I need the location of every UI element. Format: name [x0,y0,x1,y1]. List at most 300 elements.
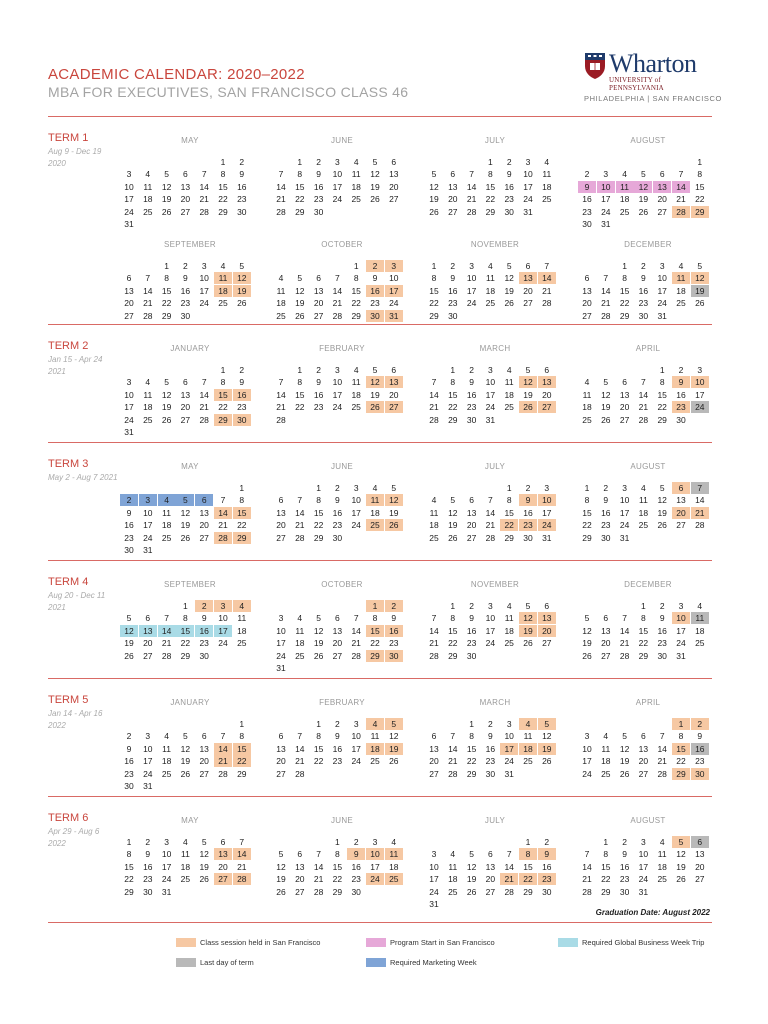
day-cell: 8 [469,731,474,742]
day-cell: 19 [124,638,134,649]
day-cell: 13 [429,743,439,754]
day-cell: 7 [469,169,474,180]
day-cell: 4 [183,837,188,847]
day-cell: 1 [659,365,665,375]
day-cell: 24 [124,206,134,217]
day-cell: 17 [124,402,134,413]
day-cell: 10 [332,169,343,180]
day-cell: 9 [183,273,188,284]
day-cell: 5 [538,718,556,730]
term-divider [48,442,712,443]
day-cell: 10 [161,849,172,860]
day-cell: 13 [180,389,191,400]
day-cell: 31 [485,414,496,425]
day-cell: 15 [233,507,251,519]
day-cell: 6 [278,731,284,742]
month-name: NOVEMBER [470,240,520,249]
day-cell: 29 [429,310,439,321]
day-cell: 7 [622,613,627,624]
day-cell: 23 [313,402,324,413]
day-cell: 25 [295,650,305,661]
day-cell: 29 [295,206,305,217]
day-cell: 7 [316,849,321,860]
day-cell: 31 [523,206,533,217]
day-cell: 20 [619,402,630,413]
month-name: JULY [484,816,506,825]
day-cell: 28 [619,650,630,661]
day-cell: 30 [466,650,477,661]
day-cell: 4 [622,169,627,180]
day-cell: 31 [676,650,686,661]
day-cell: 18 [485,285,496,296]
day-cell: 21 [582,874,592,885]
day-cell: 24 [143,532,153,543]
day-cell: 14 [214,507,232,519]
day-cell: 8 [183,613,188,624]
day-cell: 11 [485,273,495,284]
day-cell: 15 [466,743,477,754]
day-cell: 14 [601,285,611,296]
day-cell: 10 [124,389,134,400]
day-cell: 11 [143,181,153,192]
day-cell: 15 [313,743,324,754]
day-cell: 13 [519,272,537,284]
day-cell: 31 [143,781,153,791]
day-cell: 17 [199,285,209,296]
day-cell: 25 [237,638,247,649]
day-cell: 18 [638,507,649,518]
day-cell: 28 [351,650,361,661]
day-cell: 24 [161,874,172,885]
day-cell: 9 [201,613,207,624]
day-cell: 20 [601,638,611,649]
day-cell: 3 [659,261,665,271]
day-cell: 22 [448,402,458,413]
day-cell: 7 [488,495,493,506]
day-cell: 16 [351,861,361,872]
day-cell: 22 [332,874,343,885]
day-cell: 3 [372,837,378,847]
day-cell: 11 [385,848,403,860]
day-cell: 18 [504,389,514,400]
day-cell: 12 [120,625,138,637]
day-cell: 2 [678,365,684,375]
month-name: SEPTEMBER [163,240,217,249]
day-cell: 17 [619,507,630,518]
day-cell: 6 [278,495,284,506]
day-cell: 23 [657,638,667,649]
day-cell: 1 [525,837,531,847]
day-cell: 6 [316,273,321,284]
day-cell: 1 [335,837,340,847]
day-cell: 27 [657,206,667,217]
day-cell: 11 [351,377,361,388]
day-cell: 27 [180,206,191,217]
day-cell: 8 [519,848,537,860]
day-cell: 27 [485,886,496,897]
day-cell: 13 [619,389,630,400]
day-cell: 17 [582,756,592,767]
day-cell: 8 [659,377,665,388]
day-cell: 13 [139,625,157,637]
day-cell: 11 [429,507,439,518]
day-cell: 4 [391,837,397,847]
day-cell: 26 [448,532,458,543]
day-cell: 29 [582,532,592,543]
day-cell: 10 [366,848,384,860]
day-cell: 3 [353,719,359,729]
day-cell: 1 [697,157,703,167]
day-cell: 30 [124,545,134,555]
day-cell: 13 [199,743,209,754]
day-cell: 19 [504,285,514,296]
day-cell: 18 [143,194,153,205]
day-cell: 6 [584,273,590,284]
day-cell: 2 [353,837,359,847]
day-cell: 22 [237,520,247,531]
day-cell: 22 [429,298,439,309]
day-cell: 17 [638,861,649,872]
day-cell: 19 [582,638,592,649]
day-cell: 3 [126,377,132,388]
day-cell: 4 [488,261,493,271]
day-cell: 11 [351,169,361,180]
day-cell: 4 [297,613,303,624]
day-cell: 2 [126,731,132,742]
day-cell: 30 [601,532,611,543]
day-cell: 17 [161,861,172,872]
day-cell: 3 [126,169,132,180]
day-cell: 10 [429,861,439,872]
day-cell: 16 [485,743,496,754]
day-cell: 8 [678,731,684,742]
day-cell: 13 [538,612,556,624]
day-cell: 20 [199,520,209,531]
month-name: DECEMBER [624,580,672,589]
day-cell: 26 [276,886,286,897]
day-cell: 9 [450,273,456,284]
day-cell: 24 [657,298,667,309]
month-name: AUGUST [630,136,666,145]
day-cell: 31 [385,310,403,322]
day-cell: 27 [313,310,324,321]
day-cell: 25 [676,298,686,309]
page-title: ACADEMIC CALENDAR: 2020–2022 [48,66,305,83]
day-cell: 9 [641,273,646,284]
month-name: MARCH [479,344,511,353]
day-cell: 6 [603,613,609,624]
day-cell: 2 [195,600,213,612]
day-cell: 2 [469,365,474,375]
day-cell: 13 [448,181,458,192]
day-cell: 13 [313,285,324,296]
day-cell: 9 [506,169,512,180]
day-cell: 27 [276,768,286,779]
day-cell: 29 [448,650,458,661]
day-cell: 24 [485,638,496,649]
day-cell: 8 [239,731,245,742]
day-cell: 1 [488,157,493,167]
day-cell: 7 [145,273,151,284]
day-cell: 31 [657,310,667,321]
day-cell: 19 [619,756,630,767]
day-cell: 15 [582,507,592,518]
day-cell: 3 [201,261,207,271]
day-cell: 26 [504,298,514,309]
day-cell: 5 [201,837,207,847]
day-cell: 3 [145,731,151,742]
day-cell: 13 [124,285,134,296]
day-cell: 11 [214,272,232,284]
day-cell: 22 [218,194,228,205]
day-cell: 28 [504,886,514,897]
month-name: APRIL [635,698,661,707]
day-cell: 11 [366,494,384,506]
day-cell: 7 [691,482,709,494]
day-cell: 26 [161,206,172,217]
day-cell: 1 [239,483,245,493]
day-cell: 22 [619,298,630,309]
day-cell: 15 [295,181,305,192]
term-dates: Jan 15 - Apr 24 2021 [48,355,103,376]
day-cell: 10 [389,273,399,284]
day-cell: 12 [466,861,477,872]
day-cell: 6 [126,273,132,284]
day-cell: 16 [385,625,403,637]
month-name: FEBRUARY [319,344,365,353]
day-cell: 6 [672,482,690,494]
day-cell: 11 [295,625,305,636]
day-cell: 18 [448,874,458,885]
day-cell: 18 [519,743,537,755]
day-cell: 19 [295,298,305,309]
day-cell: 27 [276,532,286,543]
month-name: MAY [181,816,199,825]
day-cell: 2 [316,365,321,375]
day-cell: 27 [601,650,611,661]
day-cell: 18 [161,520,172,531]
day-cell: 12 [233,272,251,284]
day-cell: 3 [641,837,646,847]
day-cell: 30 [313,206,324,217]
day-cell: 10 [619,495,630,506]
day-cell: 8 [220,377,226,388]
day-cell: 11 [237,613,247,624]
day-cell: 4 [233,600,251,612]
day-cell: 30 [237,206,247,217]
day-cell: 11 [582,389,592,400]
day-cell: 21 [276,194,286,205]
day-cell: 3 [164,837,169,847]
day-cell: 21 [276,402,286,413]
day-cell: 26 [676,874,686,885]
day-cell: 11 [672,272,690,284]
day-cell: 18 [295,638,305,649]
day-cell: 7 [544,261,550,271]
day-cell: 4 [544,157,550,167]
day-cell: 2 [544,837,550,847]
day-cell: 9 [578,181,596,193]
day-cell: 14 [695,495,705,506]
day-cell: 1 [297,157,303,167]
day-cell: 10 [582,743,592,754]
day-cell: 30 [523,532,533,543]
day-cell: 14 [619,625,630,636]
day-cell: 1 [220,365,226,375]
day-cell: 2 [450,261,456,271]
day-cell: 3 [697,365,703,375]
day-cell: 16 [143,861,153,872]
day-cell: 30 [233,414,251,426]
day-cell: 2 [145,837,151,847]
day-cell: 22 [601,874,611,885]
day-cell: 24 [332,194,343,205]
day-cell: 14 [466,181,477,192]
day-cell: 28 [332,310,343,321]
day-cell: 27 [199,768,209,779]
day-cell: 18 [695,625,705,636]
day-cell: 13 [214,848,232,860]
day-cell: 26 [370,194,380,205]
day-cell: 25 [695,638,705,649]
day-cell: 19 [429,194,439,205]
day-cell: 14 [485,507,496,518]
day-cell: 8 [297,169,303,180]
day-cell: 30 [332,532,343,543]
day-cell: 16 [332,743,343,754]
day-cell: 9 [316,169,321,180]
day-cell: 15 [124,861,134,872]
day-cell: 1 [239,719,245,729]
day-cell: 30 [676,414,686,425]
day-cell: 28 [448,768,458,779]
day-cell: 18 [504,625,514,636]
day-cell: 5 [584,613,590,624]
day-cell: 16 [180,285,191,296]
day-cell: 28 [542,298,552,309]
day-cell: 26 [429,206,439,217]
day-cell: 1 [622,261,627,271]
day-cell: 29 [332,886,343,897]
term-divider [48,324,712,325]
day-cell: 2 [316,157,321,167]
day-cell: 14 [582,861,592,872]
day-cell: 24 [276,650,286,661]
day-cell: 9 [126,743,132,754]
day-cell: 20 [389,181,399,192]
day-cell: 25 [657,874,667,885]
day-cell: 11 [162,507,171,518]
day-cell: 18 [601,756,611,767]
day-cell: 31 [124,427,134,437]
day-cell: 14 [313,861,324,872]
day-cell: 2 [641,261,646,271]
day-cell: 1 [366,600,384,612]
day-cell: 1 [164,261,169,271]
day-cell: 16 [523,507,533,518]
day-cell: 24 [389,298,399,309]
day-cell: 17 [676,625,686,636]
day-cell: 23 [180,298,191,309]
day-cell: 7 [506,849,512,860]
day-cell: 21 [161,638,172,649]
day-cell: 21 [691,507,709,519]
month-name: FEBRUARY [319,698,365,707]
day-cell: 22 [295,402,305,413]
day-cell: 22 [295,194,305,205]
day-cell: 19 [466,874,477,885]
day-cell: 28 [199,414,209,425]
day-cell: 2 [506,157,512,167]
day-cell: 16 [332,507,343,518]
day-cell: 24 [351,520,361,531]
day-cell: 6 [183,169,188,180]
month-name: MAY [181,462,199,471]
day-cell: 20 [538,625,556,637]
day-cell: 8 [450,613,456,624]
day-cell: 27 [389,194,399,205]
wharton-logo[interactable] [584,49,722,104]
day-cell: 1 [672,718,690,730]
day-cell: 16 [124,520,134,531]
day-cell: 27 [638,768,649,779]
day-cell: 30 [619,886,630,897]
day-cell: 28 [218,768,228,779]
day-cell: 9 [538,848,556,860]
day-cell: 18 [542,181,552,192]
day-cell: 30 [466,414,477,425]
day-cell: 22 [233,755,251,767]
day-cell: 15 [429,285,439,296]
day-cell: 15 [672,743,690,755]
day-cell: 12 [370,169,380,180]
day-cell: 29 [466,768,477,779]
day-cell: 23 [638,298,649,309]
day-cell: 27 [332,650,343,661]
day-cell: 5 [126,613,132,624]
day-cell: 25 [161,532,172,543]
day-cell: 19 [538,743,556,755]
day-cell: 23 [351,874,361,885]
day-cell: 12 [295,285,305,296]
day-cell: 17 [485,389,496,400]
term-dates: May 2 - Aug 7 2021 [48,473,118,482]
day-cell: 21 [295,756,305,767]
term-name: TERM 2 [48,340,89,352]
day-cell: 13 [276,507,286,518]
day-cell: 1 [584,483,590,493]
day-cell: 3 [488,601,493,611]
day-cell: 23 [124,532,134,543]
day-cell: 16 [601,507,611,518]
day-cell: 14 [351,625,361,636]
day-cell: 5 [525,365,531,375]
day-cell: 5 [183,731,188,742]
day-cell: 26 [180,768,191,779]
day-cell: 27 [542,638,552,649]
day-cell: 11 [162,743,171,754]
day-cell: 28 [638,414,649,425]
day-cell: 9 [469,613,474,624]
day-cell: 13 [385,376,403,388]
day-cell: 4 [145,377,151,388]
day-cell: 2 [183,261,188,271]
day-cell: 7 [201,169,207,180]
day-cell: 20 [180,402,191,413]
day-cell: 3 [139,494,157,506]
day-cell: 11 [370,731,380,742]
term-dates: Aug 20 - Dec 11 2021 [48,591,106,612]
